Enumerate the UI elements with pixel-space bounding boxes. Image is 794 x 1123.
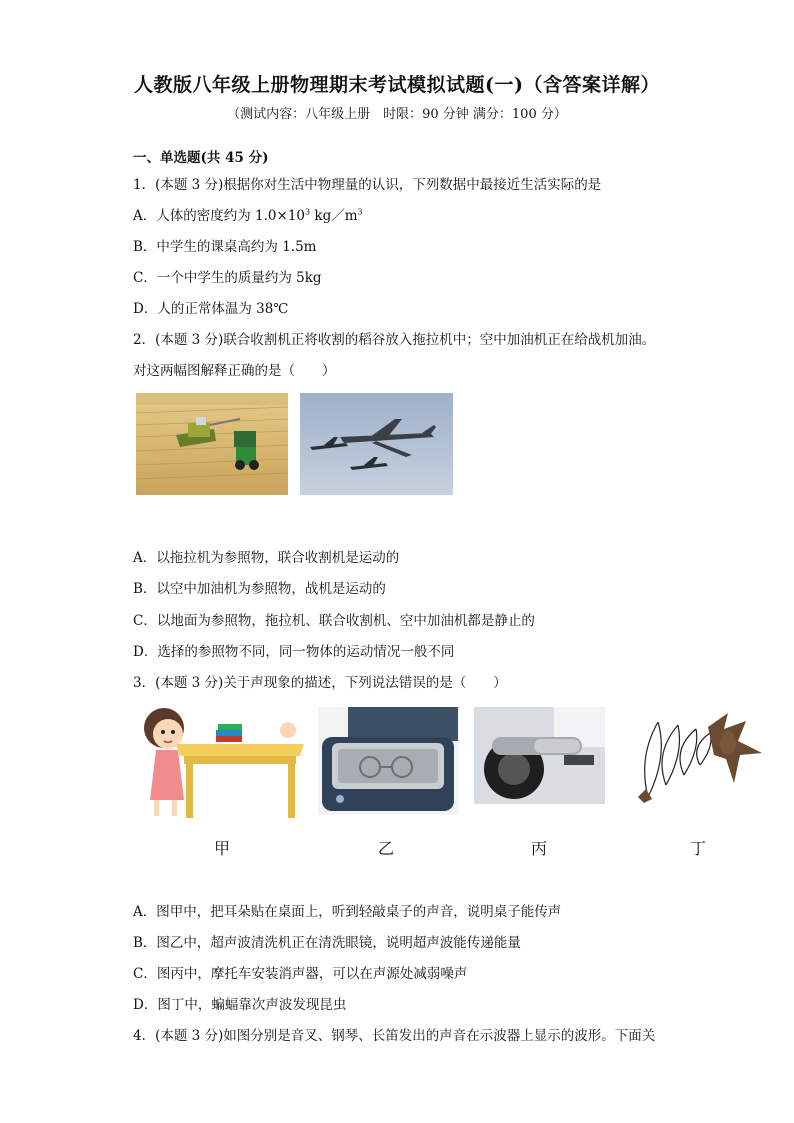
q1-option-a-post: kg／m bbox=[310, 208, 358, 224]
q2-option-a: A．以拖拉机为参照物，联合收割机是运动的 bbox=[133, 550, 400, 566]
q1-option-a-pre: A．人体的密度约为 1.0×10 bbox=[133, 208, 305, 224]
q3-stem: 3．(本题 3 分)关于声现象的描述，下列说法错误的是（ ） bbox=[133, 675, 507, 691]
aerial-refueling-image bbox=[300, 393, 453, 495]
q3-option-b: B．图乙中，超声波清洗机正在清洗眼镜，说明超声波能传递能量 bbox=[133, 935, 521, 951]
q3-option-d: D．图丁中，蝙蝠靠次声波发现昆虫 bbox=[133, 997, 347, 1013]
caption-jia: 甲 bbox=[214, 839, 231, 858]
q2-stem-line1: 2．(本题 3 分)联合收割机正将收割的稻谷放入拖拉机中；空中加油机正在给战机加油。 bbox=[133, 332, 656, 348]
motorcycle-muffler-image bbox=[474, 707, 605, 804]
q2-stem-line2: 对这两幅图解释正确的是（ ） bbox=[133, 363, 336, 379]
q3-option-c: C．图丙中，摩托车安装消声器，可以在声源处减弱噪声 bbox=[133, 966, 468, 982]
caption-ding: 丁 bbox=[690, 839, 707, 858]
q1-option-a-exp2: 3 bbox=[357, 207, 363, 217]
page-title: 人教版八年级上册物理期末考试模拟试题(一)（含答案详解） bbox=[134, 74, 660, 96]
q3-option-a: A．图甲中，把耳朵贴在桌面上，听到轻敲桌子的声音，说明桌子能传声 bbox=[133, 904, 562, 920]
q1-option-a-exp: 3 bbox=[305, 207, 311, 217]
ultrasonic-cleaner-image bbox=[318, 707, 459, 815]
caption-yi: 乙 bbox=[378, 839, 395, 858]
q1-option-d: D．人的正常体温为 38℃ bbox=[133, 301, 289, 317]
q2-option-b: B．以空中加油机为参照物，战机是运动的 bbox=[133, 581, 386, 597]
q1-option-c: C．一个中学生的质量约为 5kg bbox=[133, 270, 322, 286]
bat-echolocation-image bbox=[628, 707, 765, 812]
q1-option-b: B．中学生的课桌高约为 1.5m bbox=[133, 239, 317, 255]
q1-stem: 1．(本题 3 分)根据你对生活中物理量的认识，下列数据中最接近生活实际的是 bbox=[133, 177, 602, 193]
q2-option-c: C．以地面为参照物，拖拉机、联合收割机、空中加油机都是静止的 bbox=[133, 613, 535, 629]
q1-option-a bbox=[133, 204, 363, 224]
page-subtitle: （测试内容：八年级上册 时限：90 分钟 满分：100 分） bbox=[227, 107, 567, 122]
girl-listening-table-image bbox=[138, 700, 306, 822]
section-heading: 一、单选题(共 45 分) bbox=[133, 150, 269, 166]
q2-option-d: D．选择的参照物不同，同一物体的运动情况一般不同 bbox=[133, 644, 455, 660]
q4-stem: 4．(本题 3 分)如图分别是音叉、钢琴、长笛发出的声音在示波器上显示的波形。下面关 bbox=[133, 1028, 656, 1044]
harvester-tractor-image bbox=[136, 393, 288, 495]
caption-bing: 丙 bbox=[531, 839, 548, 858]
